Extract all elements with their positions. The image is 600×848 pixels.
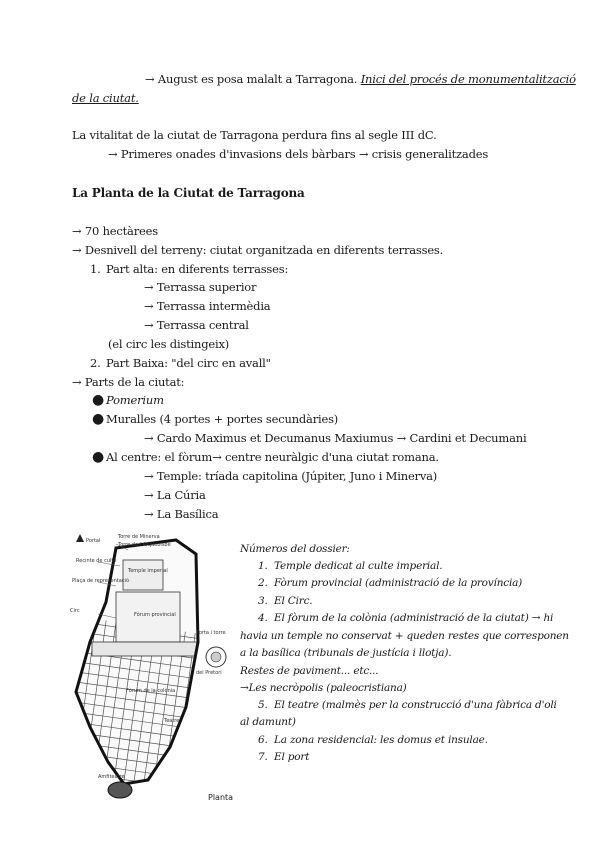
dossier-necropolis: →Les necròpolis (paleocristiana)	[240, 682, 407, 694]
map-label: Torre de l'Arquebisbe	[118, 542, 171, 548]
terrassa-superior: → Terrassa superior	[144, 280, 257, 294]
terrassa-intermedia: → Terrassa intermèdia	[144, 299, 271, 313]
list-number: 1.	[90, 262, 101, 276]
monumentalitzacio-link-continued[interactable]: de la ciutat.	[72, 91, 139, 105]
parts-text: → Parts de la ciutat:	[72, 375, 185, 389]
map-label: Fòrum provincial	[134, 612, 176, 618]
map-label: Porta i torre	[196, 630, 226, 636]
part-alta-text: Part alta: en diferents terrasses:	[106, 262, 289, 276]
list-item-muralles	[92, 412, 338, 427]
bullet-icon: ●	[92, 392, 105, 408]
dossier-item-2: 2. Fòrum provincial (administració de la província)	[258, 577, 523, 589]
list-item-part-baixa	[90, 356, 271, 371]
dossier-restes: Restes de paviment... etc...	[240, 665, 379, 677]
hectares-text: → 70 hectàrees	[72, 224, 158, 238]
monumentalitzacio-link[interactable]: Inici del procés de monumentalització	[360, 72, 576, 86]
dossier-item-5: 5. El teatre (malmès per la construcció d'una fàbrica d'oli	[258, 699, 557, 711]
circ-note: (el circ les distingeix)	[108, 337, 230, 351]
dossier-item-6: 6. La zona residencial: les domus et insulae.	[258, 734, 488, 746]
city-plan-map	[68, 532, 234, 807]
dossier-item-7: 7. El port	[258, 751, 310, 763]
dossier-item-1: 1. Temple dedicat al culte imperial.	[258, 560, 443, 572]
map-label: Circ	[70, 608, 80, 614]
temple-text: → Temple: tríada capitolina (Júpiter, Juno i Minerva)	[144, 469, 438, 483]
compass-icon	[76, 534, 84, 542]
muralles-text: Muralles (4 portes + portes secundàries)	[106, 412, 339, 426]
part-baixa-text: Part Baixa: "del circ en avall"	[106, 356, 271, 370]
pomerium-text: Pomerium	[106, 393, 164, 407]
map-label: Amfiteatre	[98, 774, 125, 780]
curia-text: → La Cúria	[144, 488, 206, 502]
dossier-item-5-cont: al damunt)	[240, 716, 296, 728]
map-label: Torre de Minerva	[118, 534, 160, 540]
list-number: 2.	[90, 356, 101, 370]
map-label: Teatre	[164, 718, 180, 724]
vitalitat-text: La vitalitat de la ciutat de Tarragona perdura fins al segle III dC.	[72, 128, 437, 142]
map-label: Temple imperial	[128, 568, 168, 574]
dossier-item-4: 4. El fòrum de la colònia (administració de la ciutat) → hi	[258, 612, 554, 624]
list-item-centre	[92, 450, 439, 465]
amfiteatre-shape	[108, 782, 132, 798]
desnivell-text: → Desnivell del terreny: ciutat organitzada en diferents terrasses.	[72, 243, 444, 257]
dossier-item-4-cont: a la basílica (tribunals de justícia i llotja).	[240, 647, 452, 659]
dossier-item-4-cont: havia un temple no conservat + queden restes que corresponen	[240, 630, 569, 642]
map-label: Plaça de representació	[72, 578, 129, 584]
map-label: Recinte de culte	[76, 558, 117, 564]
august-text: → August es posa malalt a Tarragona.	[145, 72, 361, 86]
bullet-icon: ●	[92, 449, 105, 465]
dossier-heading: Números del dossier:	[240, 543, 350, 555]
centre-text: Al centre: el fòrum→ centre neuràlgic d'una ciutat romana.	[106, 450, 439, 464]
paragraph-august	[145, 72, 576, 87]
map-label: Portal	[86, 538, 101, 544]
dossier-item-3: 3. El Circ.	[258, 595, 313, 607]
map-label: Fòrum de la colònia	[126, 688, 176, 694]
cardo-text: → Cardo Maximus et Decumanus Maxiumus → Cardini et Decumani	[144, 431, 527, 445]
list-item-pomerium	[92, 393, 164, 408]
terrassa-central: → Terrassa central	[144, 318, 249, 332]
basilica-text: → La Basílica	[144, 507, 219, 521]
invasions-text: → Primeres onades d'invasions dels bàrbars → crisis generalitzades	[108, 147, 489, 161]
map-label: del Pretori	[196, 670, 222, 676]
section-title: La Planta de la Ciutat de Tarragona	[72, 186, 305, 200]
bullet-icon: ●	[92, 411, 105, 427]
map-caption: Planta	[208, 793, 234, 802]
list-item-part-alta	[90, 262, 288, 277]
